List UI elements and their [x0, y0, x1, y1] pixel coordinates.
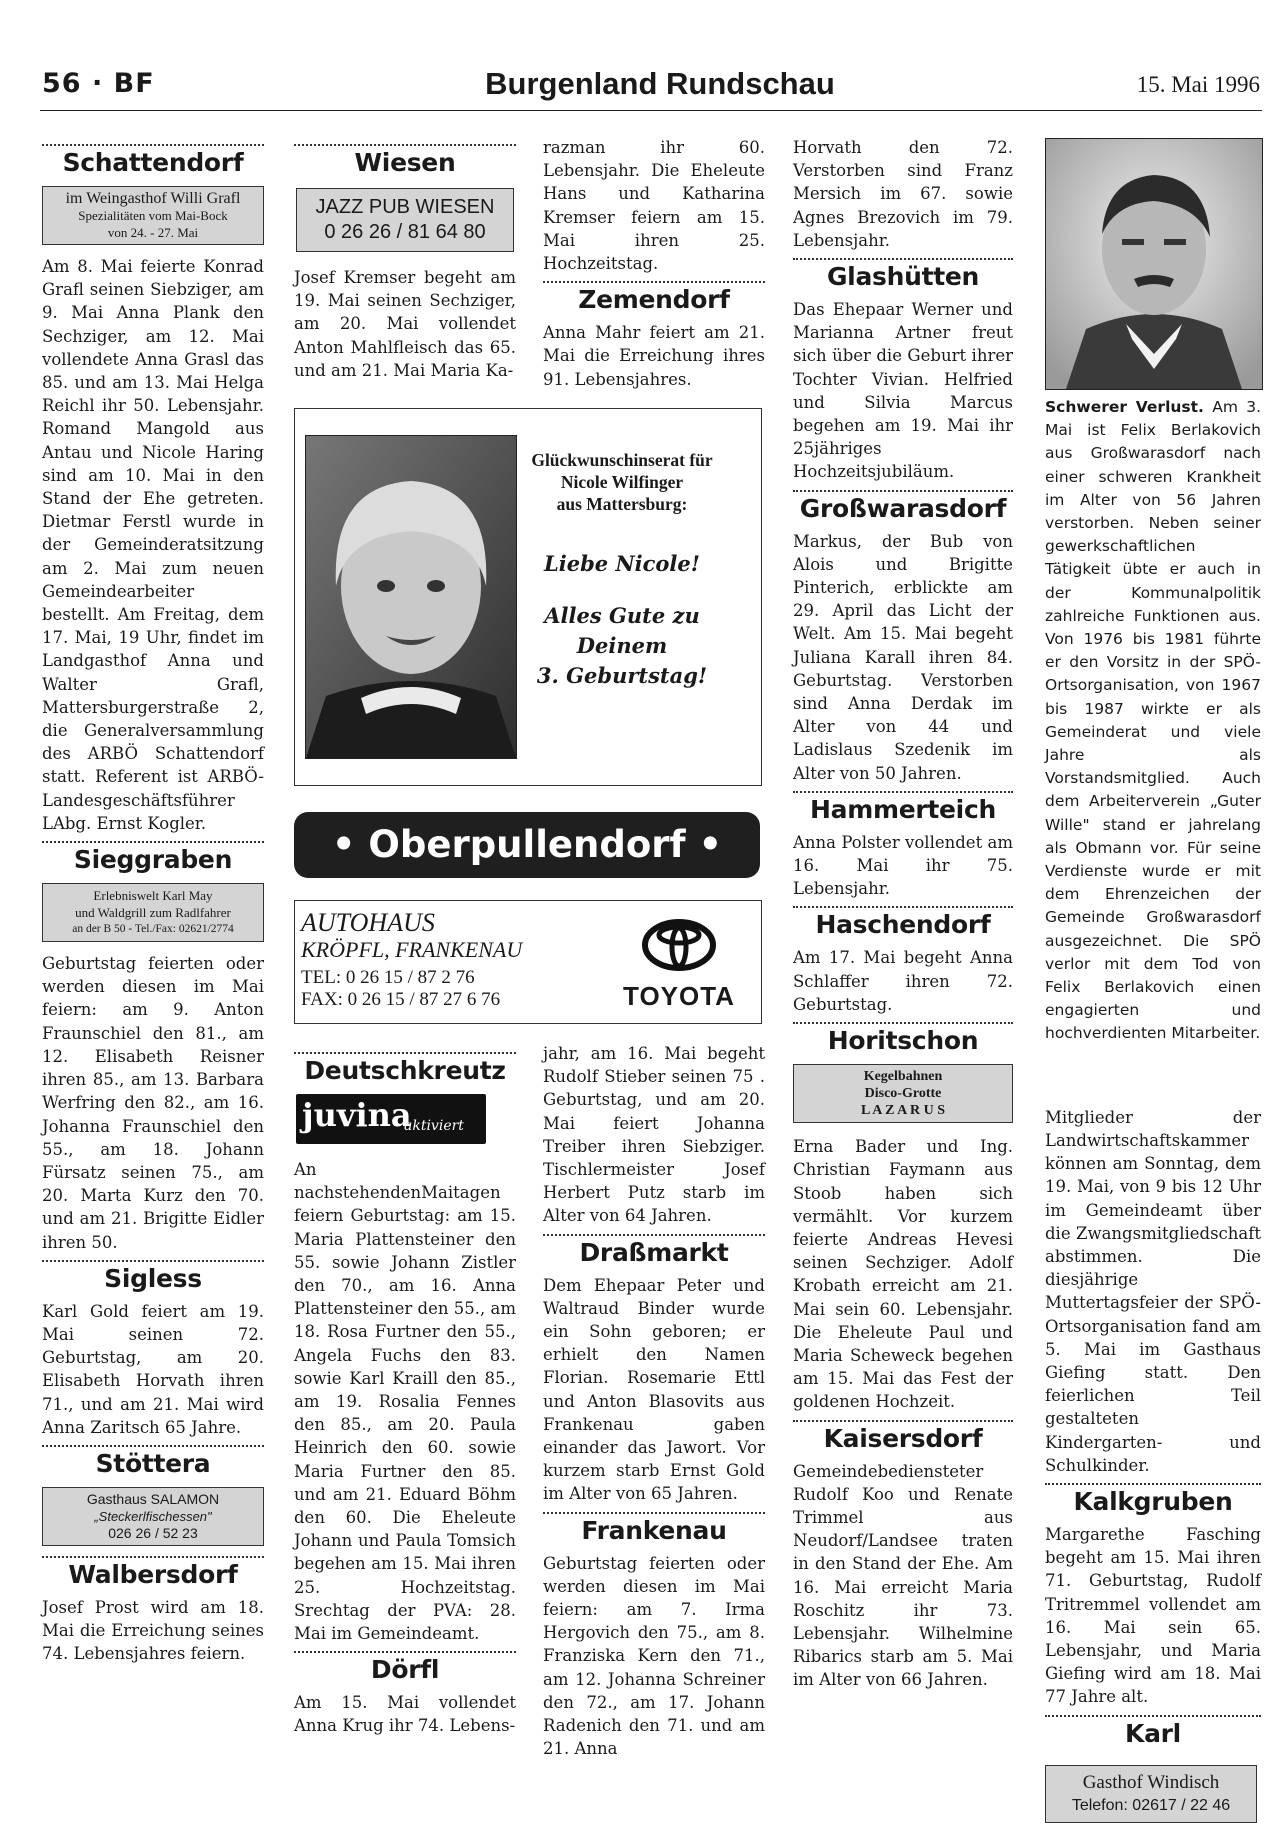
section-heading-hammerteich: Hammerteich: [810, 794, 996, 824]
greeting-script-line: Liebe Nicole!: [544, 551, 700, 576]
juvina-logo: [296, 1094, 486, 1144]
greeting-script-line: 3. Geburtstag!: [536, 663, 708, 688]
section-heading-zemendorf: Zemendorf: [578, 285, 730, 315]
article-deutschkreutz: An nachstehendenMaitagen feiern Geburtstag: am 15. Maria Plattensteiner den 55. sowie Johann Zistler den 70., am 16. Anna Plattensteiner den 55., am 18. Rosa Furtner den 55., Angela Fuchs den 83. sowie Karl Kraill den 85., am 19. Rosalia Fennes den 85., am 20. Paula Heinrich den 60. sowie Maria Furtner den 85. und am 21. Eduard Böhm den 60. Die Eheleute Johann und Paula Tomsich begehen am 15. Mai ihren 25. Hochzeitstag. Srechtag der PVA: 28. Mai im Gemeindeamt.: [294, 1160, 516, 1644]
child-photo-image: [306, 436, 516, 758]
issue-date: 15. Mai 1996: [1136, 72, 1260, 97]
header-rule: [40, 110, 1262, 111]
column-4: [793, 136, 1013, 1692]
ad-line: von 24. - 27. Mai: [107, 225, 199, 240]
ad-line: L A Z A R U S: [860, 1103, 946, 1119]
toyota-brand-name: TOYOTA: [623, 981, 735, 1011]
ad-line: 026 26 / 52 23: [108, 1524, 198, 1541]
ad-line: Telefon: 02617 / 22 46: [1071, 1796, 1231, 1814]
section-heading-glashuetten: Glashütten: [826, 262, 980, 292]
section-heading-frankenau: Frankenau: [581, 1515, 727, 1545]
section-heading-stoettera: Stöttera: [95, 1448, 211, 1478]
section-heading-sigless: Sigless: [104, 1263, 202, 1293]
autohaus-fax: FAX: 0 26 15 / 87 27 6 76: [301, 989, 501, 1010]
obituary-text: Am 3. Mai ist Felix Berlakovich aus Großwarasdorf nach einer schweren Krankheit im Alter von 56 Jahren verstorben. Neben seiner gewerkschaftlichen Tätigkeit übte er auch in der Kommunalpolitik zahlreiche Funktionen aus. Von 1976 bis 1981 führte er den Vorsitz in der SPÖ-Ortsorganisation, von 1967 bis 1987 wirkte er als Gemeinderat und viele Jahre als Vorstandsmitglied. Auch dem Arbeiterverein „Guter Wille" stand er jahrelang als Obmann vor. Für seine Verdienste wurde er mit dem Ehrenzeichen der Gemeinde Großwarasdorf ausgezeichnet. Die SPÖ verlor mit dem Tod von Felix Berlakovich einen engagierten und hochverdienten Mitarbeiter.: [1045, 398, 1262, 1043]
article-deutschkreutz-continued: jahr, am 16. Mai begeht Rudolf Stieber seinen 75 . Geburtstag, und am 20. Mai feiert Johanna Treiber ihren Siebziger. Tischlermeister Josef Herbert Putz starb im Alter von 64 Jahren.: [543, 1044, 765, 1226]
article-frankenau: Geburtstag feierten oder werden diesen im Mai feiern: am 7. Irma Hergovich den 75., am 8. Franziska Kern den 71., am 12. Johanna Schreiner den 72., am 17. Johann Radenich den 71. und am 21. Anna: [543, 1553, 765, 1759]
column-5: [1045, 396, 1261, 1823]
section-heading-karl: Karl: [1125, 1718, 1181, 1748]
article-kaisersdorf: Gemeindebediensteter Rudolf Koo und Renate Trimmel aus Neudorf/Landsee traten in den Stand der Ehe. Am 16. Mai erreicht Maria Roschitz ihr 73. Lebensjahr. Wilhelmine Ribarics starb am 5. Mai im Alter von 66 Jahren.: [793, 1461, 1013, 1690]
section-heading-schattendorf: Schattendorf: [62, 148, 244, 177]
ad-line: Spezialitäten vom Mai-Bock: [78, 208, 228, 223]
section-heading-grosswarasdorf: Großwarasdorf: [799, 493, 1007, 523]
article-grosswarasdorf: Markus, der Bub von Alois und Brigitte Pinterich, erblickte am 29. April das Licht der Welt. Am 15. Mai begeht Juliana Karall ihren 84. Geburtstag. Verstorben sind Anna Derdak im Alter von 44 und Ladislaus Szedenik im Alter von 50 Jahren.: [793, 531, 1013, 783]
section-heading-sieggraben: Sieggraben: [73, 845, 233, 875]
obituary-lead: Schwerer Verlust.: [1045, 398, 1204, 416]
ad-autohaus-kroepfl: [294, 900, 762, 1024]
section-heading-haschendorf: Haschendorf: [815, 910, 991, 940]
juvina-logo-subtext: aktiviert: [404, 1118, 464, 1134]
ad-line: im Weingasthof Willi Grafl: [65, 190, 241, 207]
portrait-image: [1046, 139, 1262, 389]
article-walbersdorf: Josef Prost wird am 18. Mai die Erreichung seines 74. Lebensjahres feiern.: [42, 1597, 264, 1664]
ad-gasthaus-salamon: [42, 1487, 264, 1546]
greeting-title-line: Glückwunschinserat für: [531, 450, 713, 470]
ad-kegelbahnen-lazarus: [793, 1064, 1013, 1123]
article-sigless: Karl Gold feiert am 19. Mai seinen 72. Geburtstag, am 20. Elisabeth Horvath ihren 71., und am 21. Mai wird Anna Zaritsch 65 Jahre.: [42, 1301, 264, 1437]
article-top-continued-right: Mitglieder der Landwirtschaftskammer können am Sonntag, dem 19. Mai, von 9 bis 12 Uhr im Gemeindeamt über die Zwangsmitgliedschaft abstimmen. Die diesjährige Muttertagsfeier der SPÖ-Ortsorganisation fand am 5. Mai im Gasthaus Giefing statt. Den feierlichen Teil gestalteten Kindergarten- und Schulkinder.: [1045, 1107, 1261, 1475]
greeting-script-line: Deinem: [576, 633, 668, 658]
article-wiesen: Josef Kremser begeht am 19. Mai seinen Sechziger, am 20. Mai vollendet Anton Mahlfleisch das 65. und am 21. Mai Maria Ka-: [294, 268, 516, 380]
article-horitschon: Erna Bader und Ing. Christian Faymann aus Stoob haben sich vermählt. Vor kurzem feierte Andreas Hevesi seinen Sechziger. Adolf Krobath erreicht am 21. Mai sein 60. Lebensjahr. Die Eheleute Paul und Maria Scheweck begehen am 15. Mai das Fest der goldenen Hochzeit.: [793, 1137, 1013, 1412]
article-glashuetten: Das Ehepaar Werner und Marianna Artner freut sich über die Geburt ihrer Tochter Vivian. Helfried und Silvia Marcus begehen am 19. Mai ihr 25jähriges Hochzeitsjubiläum.: [793, 300, 1013, 482]
article-hammerteich: Anna Polster vollendet am 16. Mai ihr 75. Lebensjahr.: [793, 832, 1013, 899]
article-sieggraben: Geburtstag feierten oder werden diesen im Mai feiern: am 9. Anton Fraunschiel den 81., am 12. Elisabeth Reisner ihren 85., am 13. Barbara Werfring den 82., am 16. Johanna Fraunschiel den 55., am 18. Johann Fürsatz seinen 75., am 20. Marta Kurz den 70. und am 21. Brigitte Eidler ihren 50.: [42, 954, 264, 1252]
section-heading-walbersdorf: Walbersdorf: [68, 1559, 238, 1589]
autohaus-name: AUTOHAUS: [301, 908, 435, 937]
autohaus-text: [301, 909, 591, 1011]
section-heading-wiesen: Wiesen: [354, 148, 456, 177]
ad-gasthof-windisch: [1045, 1765, 1257, 1823]
ad-line: Kegelbahnen: [863, 1069, 943, 1085]
toyota-logo-icon: [613, 915, 745, 975]
portrait-photo-felix-berlakovich: [1045, 138, 1263, 390]
ad-line: und Waldgrill zum Radlfahrer: [75, 905, 231, 921]
article-zemendorf: Anna Mahr feiert am 21. Mai die Erreichung ihres 91. Lebensjahres.: [543, 323, 765, 389]
section-heading-doerfl: Dörfl: [370, 1655, 440, 1685]
greeting-text: [507, 449, 737, 691]
obituary-article: [1045, 396, 1261, 1046]
article-haschendorf: Am 17. Mai begeht Anna Schlaffer ihren 72. Geburtstag.: [793, 948, 1013, 1014]
greeting-title-line: aus Mattersburg:: [556, 494, 688, 514]
section-heading-drassmarkt: Draßmarkt: [579, 1237, 729, 1267]
ad-line: 0 26 26 / 81 64 80: [324, 221, 486, 243]
ad-line: Erlebniswelt Karl May: [93, 888, 213, 904]
article-top-continued: Horvath den 72. Verstorben sind Franz Mersich im 67. sowie Agnes Brezovich im 79. Lebensjahr.: [793, 138, 1013, 250]
autohaus-tel: TEL: 0 26 15 / 87 2 76: [301, 967, 475, 988]
greeting-title-line: Nicole Wilfinger: [560, 472, 684, 492]
column-2-top: [294, 142, 516, 382]
column-3-top: [543, 136, 765, 391]
ad-line: Gasthaus SALAMON: [86, 1490, 220, 1507]
newspaper-title: Burgenland Rundschau: [485, 66, 835, 101]
autohaus-location: KRÖPFL, FRANKENAU: [301, 937, 523, 962]
ad-line: an der B 50 - Tel./Fax: 02621/2774: [72, 923, 234, 936]
greeting-advertisement: [294, 408, 762, 786]
section-heading-horitschon: Horitschon: [827, 1026, 979, 1056]
ad-line: JAZZ PUB WIESEN: [315, 196, 495, 218]
section-heading-deutschkreutz: Deutschkreutz: [304, 1056, 506, 1085]
article-drassmarkt: Dem Ehepaar Peter und Waltraud Binder wurde ein Sohn geboren; er erhielt den Namen Florian. Rosemarie Ettl und Anton Blasovits aus Frankenau gaben einander das Jawort. Vor kurzem starb Ernst Gold im Alter von 65 Jahren.: [543, 1275, 765, 1504]
ad-weingasthof-grafl: [42, 186, 264, 245]
article-schattendorf: Am 8. Mai feierte Konrad Grafl seinen Siebziger, am 9. Mai Anna Plank den Sechziger, am 12. Mai vollendete Anna Grasl das 85. und am 13. Mai Helga Reichl ihr 50. Lebensjahr. Romand Mangold aus Antau und Nicole Haring sind am 10. Mai in den Stand der Ehe getreten. Dietmar Ferstl wurde in der Gemeinderatsitzung am 2. Mai zum neuen Gemeindearbeiter bestellt. Am Freitag, dem 17. Mai, 19 Uhr, findet im Landgasthof Anna und Walter Grafl, Mattersburgerstraße 2, die Generalversammlung des ARBÖ Schattendorf statt. Referent ist ARBÖ-Landesgeschäftsführer LAbg. Ernst Kogler.: [42, 257, 264, 833]
column-3-lower: [543, 1042, 765, 1760]
section-banner-oberpullendorf: • Oberpullendorf •: [294, 812, 760, 878]
column-2-lower: [294, 1050, 516, 1738]
ad-jazz-pub-wiesen: [296, 188, 514, 252]
ad-line: Gasthof Windisch: [1082, 1771, 1220, 1793]
section-heading-kalkgruben: Kalkgruben: [1073, 1486, 1233, 1516]
article-kalkgruben: Margarethe Fasching begeht am 15. Mai ihren 71. Geburtstag, Rudolf Tritremmel vollendet am 16. Mai sein 65. Lebensjahr, und Maria Giefing wird am 18. Mai 77 Jahre alt.: [1045, 1524, 1261, 1707]
page-number: 56 · BF: [42, 68, 155, 99]
article-doerfl: Am 15. Mai vollendet Anna Krug ihr 74. Lebens-: [294, 1693, 516, 1736]
article-wiesen-continued: razman ihr 60. Lebensjahr. Die Eheleute Hans und Katharina Kremser feiern am 15. Mai ihren 25. Hochzeitstag.: [543, 138, 765, 274]
ad-line: „Steckerlfischessen": [94, 1508, 212, 1524]
greeting-script-line: Alles Gute zu: [544, 603, 700, 628]
column-1: [42, 142, 264, 1666]
child-photo: [305, 435, 517, 759]
section-heading-kaisersdorf: Kaisersdorf: [823, 1423, 983, 1453]
ad-erlebniswelt-karl-may: [42, 883, 264, 942]
ad-line: Disco-Grotte: [864, 1086, 942, 1102]
juvina-logo-text: juvina: [302, 1096, 412, 1134]
